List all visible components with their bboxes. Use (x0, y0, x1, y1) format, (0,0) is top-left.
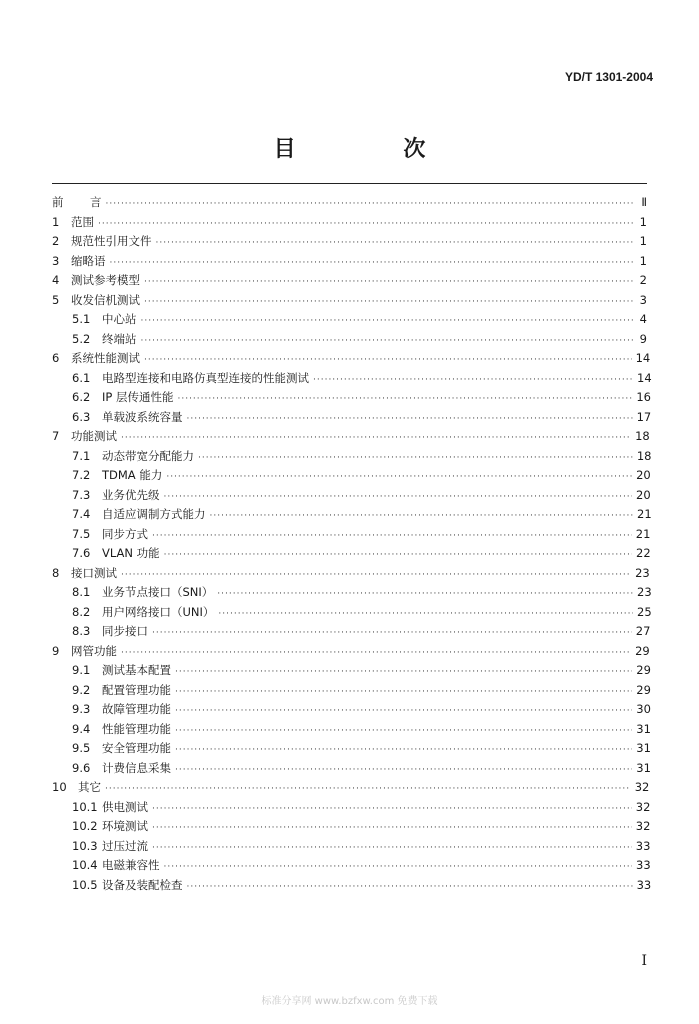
toc-entry-page: 31 (636, 741, 651, 755)
toc-entry-number: 10.4 (72, 858, 98, 872)
toc-entry-title: 设备及装配检查 (102, 877, 183, 892)
toc-entry[interactable] (52, 876, 652, 896)
toc-entry[interactable] (52, 544, 651, 564)
toc-entry-number: 7.4 (72, 507, 91, 521)
toc-entry-number: 5.2 (72, 331, 91, 346)
toc-leader-dots (187, 878, 633, 898)
toc-entry[interactable] (52, 369, 652, 389)
toc-entry[interactable] (52, 330, 647, 350)
toc-leader-dots (110, 254, 634, 274)
toc-entry-number: 10.5 (72, 877, 98, 892)
toc-entry-page: 33 (636, 877, 652, 892)
toc-leader-dots (175, 741, 632, 761)
toc-leader-dots (210, 507, 634, 527)
toc-entry-title: 电路型连接和电路仿真型连接的性能测试 (102, 370, 309, 385)
toc-entry-number: 4 (52, 273, 60, 287)
toc-entry-page: 33 (635, 838, 651, 853)
toc-leader-dots (144, 293, 633, 313)
toc-entry-number: 10.3 (72, 838, 98, 853)
toc-entry-number: 10 (52, 780, 67, 794)
toc-entry-title: 网管功能 (71, 643, 117, 658)
toc-entry-page: Ⅱ (641, 195, 647, 209)
toc-entry[interactable] (52, 525, 651, 545)
toc-entry[interactable] (52, 759, 651, 779)
toc-entry[interactable] (52, 856, 651, 876)
toc-entry-title: 单载波系统容量 (102, 409, 183, 424)
toc-entry[interactable] (52, 564, 650, 584)
table-of-contents (52, 193, 652, 895)
toc-entry-page: 9 (639, 331, 647, 346)
toc-entry-number: 10.1 (72, 799, 98, 814)
toc-entry-title: 同步方式 (102, 526, 148, 541)
toc-entry-page: 33 (636, 858, 651, 872)
toc-leader-dots (152, 819, 632, 839)
toc-entry-number: 7.6 (72, 546, 91, 560)
standard-code: YD/T 1301-2004 (564, 70, 653, 84)
toc-entry[interactable] (52, 291, 647, 311)
title-rule (52, 183, 647, 184)
toc-entry-title: 接口测试 (71, 565, 117, 580)
toc-entry-number: 9.6 (72, 760, 91, 775)
toc-entry-page: 32 (635, 799, 651, 814)
toc-entry-page: 22 (636, 546, 651, 560)
toc-entry-page: 25 (637, 604, 652, 619)
toc-entry-page: 2 (639, 273, 647, 287)
toc-entry-page: 18 (636, 448, 652, 463)
toc-entry-title: 供电测试 (102, 799, 148, 814)
toc-entry-title: 自适应调制方式能力 (102, 507, 206, 521)
toc-entry[interactable] (52, 642, 650, 662)
toc-entry-title: 功能测试 (71, 429, 117, 443)
toc-entry-title: 环境测试 (102, 819, 148, 833)
toc-entry-number: 7.3 (72, 487, 91, 502)
toc-entry-number: 9.2 (72, 682, 91, 697)
toc-entry-title: 规范性引用文件 (71, 234, 152, 248)
toc-entry-title: 收发信机测试 (71, 292, 140, 307)
toc-entry-number: 9.4 (72, 721, 91, 736)
toc-leader-dots (105, 780, 631, 800)
toc-entry[interactable] (52, 720, 651, 740)
toc-entry-title: 电磁兼容性 (102, 858, 160, 872)
toc-entry[interactable] (52, 486, 651, 506)
toc-entry-page: 3 (639, 292, 647, 307)
toc-entry-title: VLAN 功能 (102, 546, 160, 560)
toc-leader-dots (218, 605, 633, 625)
toc-entry-page: 1 (639, 234, 647, 248)
toc-leader-dots (121, 644, 631, 664)
toc-entry-number: 5.1 (72, 312, 91, 326)
toc-entry[interactable] (52, 603, 652, 623)
toc-leader-dots (175, 702, 632, 722)
toc-entry-page: 1 (639, 253, 647, 268)
toc-entry-number: 8.1 (72, 585, 91, 599)
toc-leader-dots (121, 429, 631, 449)
toc-entry-number: 1 (52, 214, 60, 229)
toc-entry[interactable] (52, 700, 651, 720)
toc-entry-title: 计费信息采集 (102, 760, 171, 775)
toc-entry[interactable] (52, 681, 651, 701)
toc-entry-number: 9.3 (72, 702, 91, 716)
toc-entry[interactable] (52, 427, 650, 447)
toc-entry-page: 4 (639, 312, 647, 326)
toc-entry-page: 27 (635, 624, 651, 638)
toc-entry[interactable] (52, 408, 652, 428)
toc-leader-dots (166, 468, 632, 488)
toc-entry-number: 6.3 (72, 409, 91, 424)
toc-entry-number: 2 (52, 234, 60, 248)
page-title: 目 次 (273, 137, 476, 162)
toc-leader-dots (106, 195, 634, 215)
toc-entry[interactable] (52, 798, 651, 818)
toc-entry[interactable] (52, 583, 652, 603)
toc-entry-title: 安全管理功能 (102, 741, 171, 755)
toc-leader-dots (198, 449, 633, 469)
toc-entry-number: 8 (52, 565, 60, 580)
toc-entry[interactable] (52, 232, 647, 252)
toc-entry-title: 系统性能测试 (71, 351, 140, 365)
toc-entry-page: 23 (635, 565, 650, 580)
toc-entry-number: 8.2 (72, 604, 91, 619)
toc-leader-dots (175, 663, 632, 683)
toc-entry-page: 30 (636, 702, 651, 716)
toc-entry-page: 31 (636, 760, 651, 775)
toc-leader-dots (141, 312, 634, 332)
toc-entry-page: 18 (635, 429, 650, 443)
toc-entry-title: 缩略语 (71, 253, 106, 268)
toc-leader-dots (152, 624, 632, 644)
toc-entry[interactable] (52, 447, 652, 467)
toc-leader-dots (164, 488, 633, 508)
toc-entry[interactable] (52, 739, 651, 759)
toc-entry-title: 其它 (78, 780, 101, 794)
toc-entry-number: 7.5 (72, 526, 91, 541)
toc-leader-dots (175, 683, 632, 703)
toc-entry-page: 16 (636, 390, 651, 404)
toc-entry-number: 6 (52, 351, 60, 365)
toc-entry[interactable] (52, 388, 651, 408)
toc-entry[interactable] (52, 466, 651, 486)
toc-leader-dots (141, 332, 634, 352)
toc-entry-number: 6.2 (72, 390, 91, 404)
toc-entry[interactable] (52, 661, 651, 681)
toc-entry-title: 业务节点接口（SNI） (102, 585, 214, 599)
toc-entry-page: 32 (635, 819, 651, 833)
toc-entry-page: 1 (639, 214, 647, 229)
toc-entry-page: 23 (637, 585, 652, 599)
toc-entry[interactable] (52, 778, 650, 798)
watermark: 标准分享网 www.bzfxw.com 免费下载 (261, 996, 438, 1007)
toc-entry[interactable] (52, 622, 651, 642)
toc-entry-page: 20 (636, 487, 651, 502)
toc-entry-number: 前 (52, 195, 64, 209)
toc-entry-page: 14 (637, 370, 652, 385)
toc-entry-title: 故障管理功能 (102, 702, 171, 716)
toc-entry-title: 测试参考模型 (71, 273, 140, 287)
toc-entry-number: 7.1 (72, 448, 91, 463)
toc-entry-title: 测试基本配置 (102, 663, 171, 677)
toc-entry-title: 动态带宽分配能力 (102, 448, 194, 463)
toc-entry-title: 用户网络接口（UNI） (102, 604, 215, 619)
toc-entry-title: 性能管理功能 (102, 721, 171, 736)
toc-entry[interactable] (52, 252, 647, 272)
toc-entry-number: 5 (52, 292, 60, 307)
toc-entry-page: 29 (636, 682, 651, 697)
toc-entry[interactable] (52, 817, 651, 837)
toc-entry-title: 过压过流 (102, 838, 148, 853)
toc-leader-dots (175, 761, 632, 781)
page-number: I (641, 953, 647, 969)
toc-leader-dots (152, 800, 632, 820)
toc-entry[interactable] (52, 349, 651, 369)
toc-entry[interactable] (52, 310, 647, 330)
toc-leader-dots (152, 839, 632, 859)
toc-entry-page: 21 (637, 507, 652, 521)
toc-entry-page: 21 (635, 526, 651, 541)
toc-leader-dots (164, 546, 632, 566)
toc-entry-title: 配置管理功能 (102, 682, 171, 697)
toc-entry-page: 14 (635, 351, 651, 365)
toc-entry[interactable] (52, 193, 647, 213)
toc-leader-dots (152, 527, 632, 547)
toc-entry-title: 范围 (71, 214, 94, 229)
toc-entry-number: 10.2 (72, 819, 98, 833)
toc-leader-dots (175, 722, 632, 742)
toc-entry-number: 9.5 (72, 741, 91, 755)
toc-entry-number: 3 (52, 253, 60, 268)
toc-entry-title: 业务优先级 (102, 487, 160, 502)
toc-entry[interactable] (52, 505, 652, 525)
toc-entry-page: 20 (636, 468, 651, 482)
toc-entry[interactable] (52, 213, 647, 233)
toc-entry-number: 8.3 (72, 624, 91, 638)
toc-entry-title: 终端站 (102, 331, 137, 346)
toc-entry-page: 31 (636, 721, 651, 736)
toc-leader-dots (177, 390, 632, 410)
toc-leader-dots (217, 585, 633, 605)
toc-entry-number: 6.1 (72, 370, 91, 385)
toc-leader-dots (313, 371, 633, 391)
toc-entry-title: TDMA 能力 (102, 468, 163, 482)
toc-entry-number: 7.2 (72, 468, 91, 482)
toc-entry-title: IP 层传通性能 (102, 390, 174, 404)
toc-entry[interactable] (52, 271, 647, 291)
toc-entry-page: 32 (634, 780, 650, 794)
toc-entry-number: 9 (52, 643, 60, 658)
toc-leader-dots (187, 410, 633, 430)
toc-entry-title: 同步接口 (102, 624, 148, 638)
toc-entry-title: 中心站 (102, 312, 137, 326)
toc-leader-dots (164, 858, 633, 878)
toc-entry-number: 9.1 (72, 663, 91, 677)
toc-entry-page: 17 (636, 409, 652, 424)
toc-entry-number: 7 (52, 429, 60, 443)
toc-leader-dots (98, 215, 633, 235)
toc-entry-page: 29 (636, 663, 651, 677)
toc-leader-dots (156, 234, 634, 254)
toc-entry[interactable] (52, 837, 651, 857)
toc-entry-page: 29 (635, 643, 650, 658)
toc-entry-title: 言 (90, 195, 102, 209)
toc-leader-dots (144, 273, 633, 293)
